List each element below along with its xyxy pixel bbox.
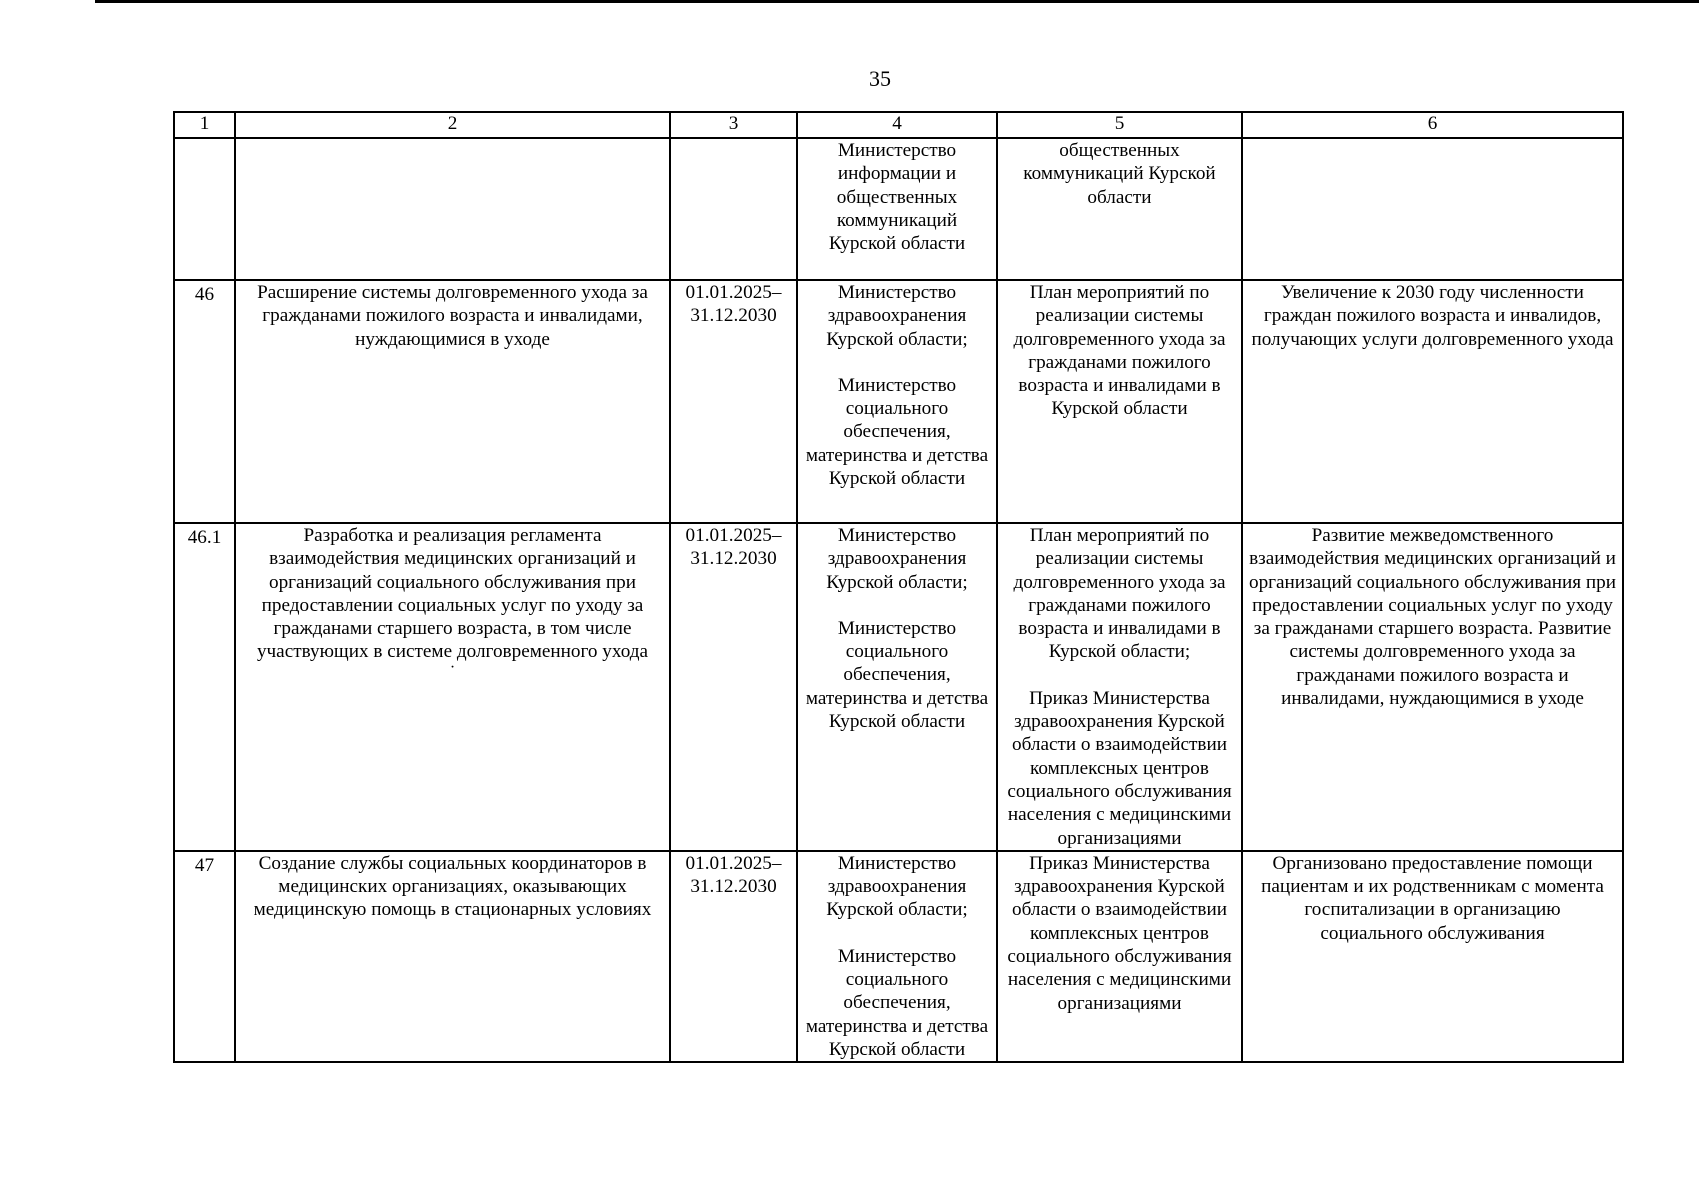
- task-cell: [235, 138, 670, 280]
- executor-cell: [797, 280, 997, 523]
- row-number: 46: [174, 280, 235, 523]
- document-line: Приказ Министерства здравоохранения Курской области о взаимодействии комплексных центров социального обслуживания населения с медицинскими организациями: [1007, 687, 1232, 849]
- column-header-5: 5: [997, 112, 1242, 138]
- column-header-1: 1: [174, 112, 235, 138]
- executor-line: Министерство социального обеспечения, материнства и детства Курской области: [805, 945, 989, 1060]
- dates-cell: 01.01.2025– 31.12.2030: [670, 851, 797, 1062]
- task-text: Разработка и реализация регламента взаимодействия медицинских организаций и организаций социального обслуживания при предоставлении социальных услуг по уходу за гражданами старшего возраста, в том числе участвующих в системе долговременного ухода: [256, 525, 649, 663]
- dates-cell: 01.01.2025– 31.12.2030: [670, 523, 797, 851]
- row-number: [174, 138, 235, 280]
- column-header-2: 2: [235, 112, 670, 138]
- table-row: [174, 280, 1623, 523]
- document-cell: [997, 138, 1242, 280]
- table-row: [174, 851, 1623, 1062]
- executor-line: Министерство здравоохранения Курской области;: [826, 852, 968, 921]
- executor-cell: [797, 851, 997, 1062]
- result-cell: Организовано предоставление помощи пациентам и их родственникам с момента госпитализации в организацию социального обслуживания: [1242, 851, 1623, 1062]
- result-cell: Увеличение к 2030 году численности граждан пожилого возраста и инвалидов, получающих услуги долговременного ухода: [1242, 280, 1623, 523]
- executor-line: Министерство социального обеспечения, материнства и детства Курской области: [805, 374, 989, 490]
- column-header-3: 3: [670, 112, 797, 138]
- table-header-row: [174, 112, 1623, 138]
- measures-table: [173, 111, 1624, 1063]
- executor-line: Министерство социального обеспечения, материнства и детства Курской области: [805, 617, 989, 733]
- table-row: [174, 523, 1623, 851]
- column-header-4: 4: [797, 112, 997, 138]
- dates-cell: 01.01.2025– 31.12.2030: [670, 280, 797, 523]
- document-cell: [997, 851, 1242, 1062]
- task-cell: Создание службы социальных координаторов в медицинских организациях, оказывающих медицинскую помощь в стационарных условиях: [235, 851, 670, 1062]
- table-row: [174, 138, 1623, 280]
- document-line: План мероприятий по реализации системы долговременного ухода за гражданами пожилого возраста и инвалидами в Курской области;: [1013, 525, 1226, 663]
- column-header-6: 6: [1242, 112, 1623, 138]
- executor-cell: [797, 138, 997, 280]
- document-cell: [997, 523, 1242, 851]
- result-cell: Развитие межведомственного взаимодействия медицинских организаций и организаций социального обслуживания при предоставлении социальных услуг по уходу за гражданами старшего возраста. Развитие системы долговременного ухода за гражданами пожилого возраста и инвалидами, нуждающимися в уходе: [1242, 523, 1623, 851]
- document-line: План мероприятий по реализации системы долговременного ухода за гражданами пожилого возраста и инвалидами в Курской области: [1013, 282, 1226, 420]
- document-line: общественных коммуникаций Курской области: [1023, 140, 1216, 208]
- page-top-rule: [95, 0, 1699, 3]
- executor-line: Министерство здравоохранения Курской области;: [826, 525, 968, 593]
- row-number: 47: [174, 851, 235, 1062]
- document-cell: [997, 280, 1242, 523]
- row-number: 46.1: [174, 523, 235, 851]
- executor-line: Министерство здравоохранения Курской области;: [826, 282, 968, 350]
- task-cell: Расширение системы долговременного ухода за гражданами пожилого возраста и инвалидами, нуждающимися в уходе: [235, 280, 670, 523]
- page-number: 35: [869, 66, 891, 91]
- result-cell: [1242, 138, 1623, 280]
- task-cell: [235, 523, 670, 851]
- document-line: Приказ Министерства здравоохранения Курской области о взаимодействии комплексных центров социального обслуживания населения с медицинскими организациями: [1007, 852, 1232, 1014]
- dates-cell: [670, 138, 797, 280]
- executor-cell: [797, 523, 997, 851]
- executor-line: Министерство информации и общественных коммуникаций Курской области: [828, 140, 966, 255]
- stray-mark: ·: [449, 658, 456, 676]
